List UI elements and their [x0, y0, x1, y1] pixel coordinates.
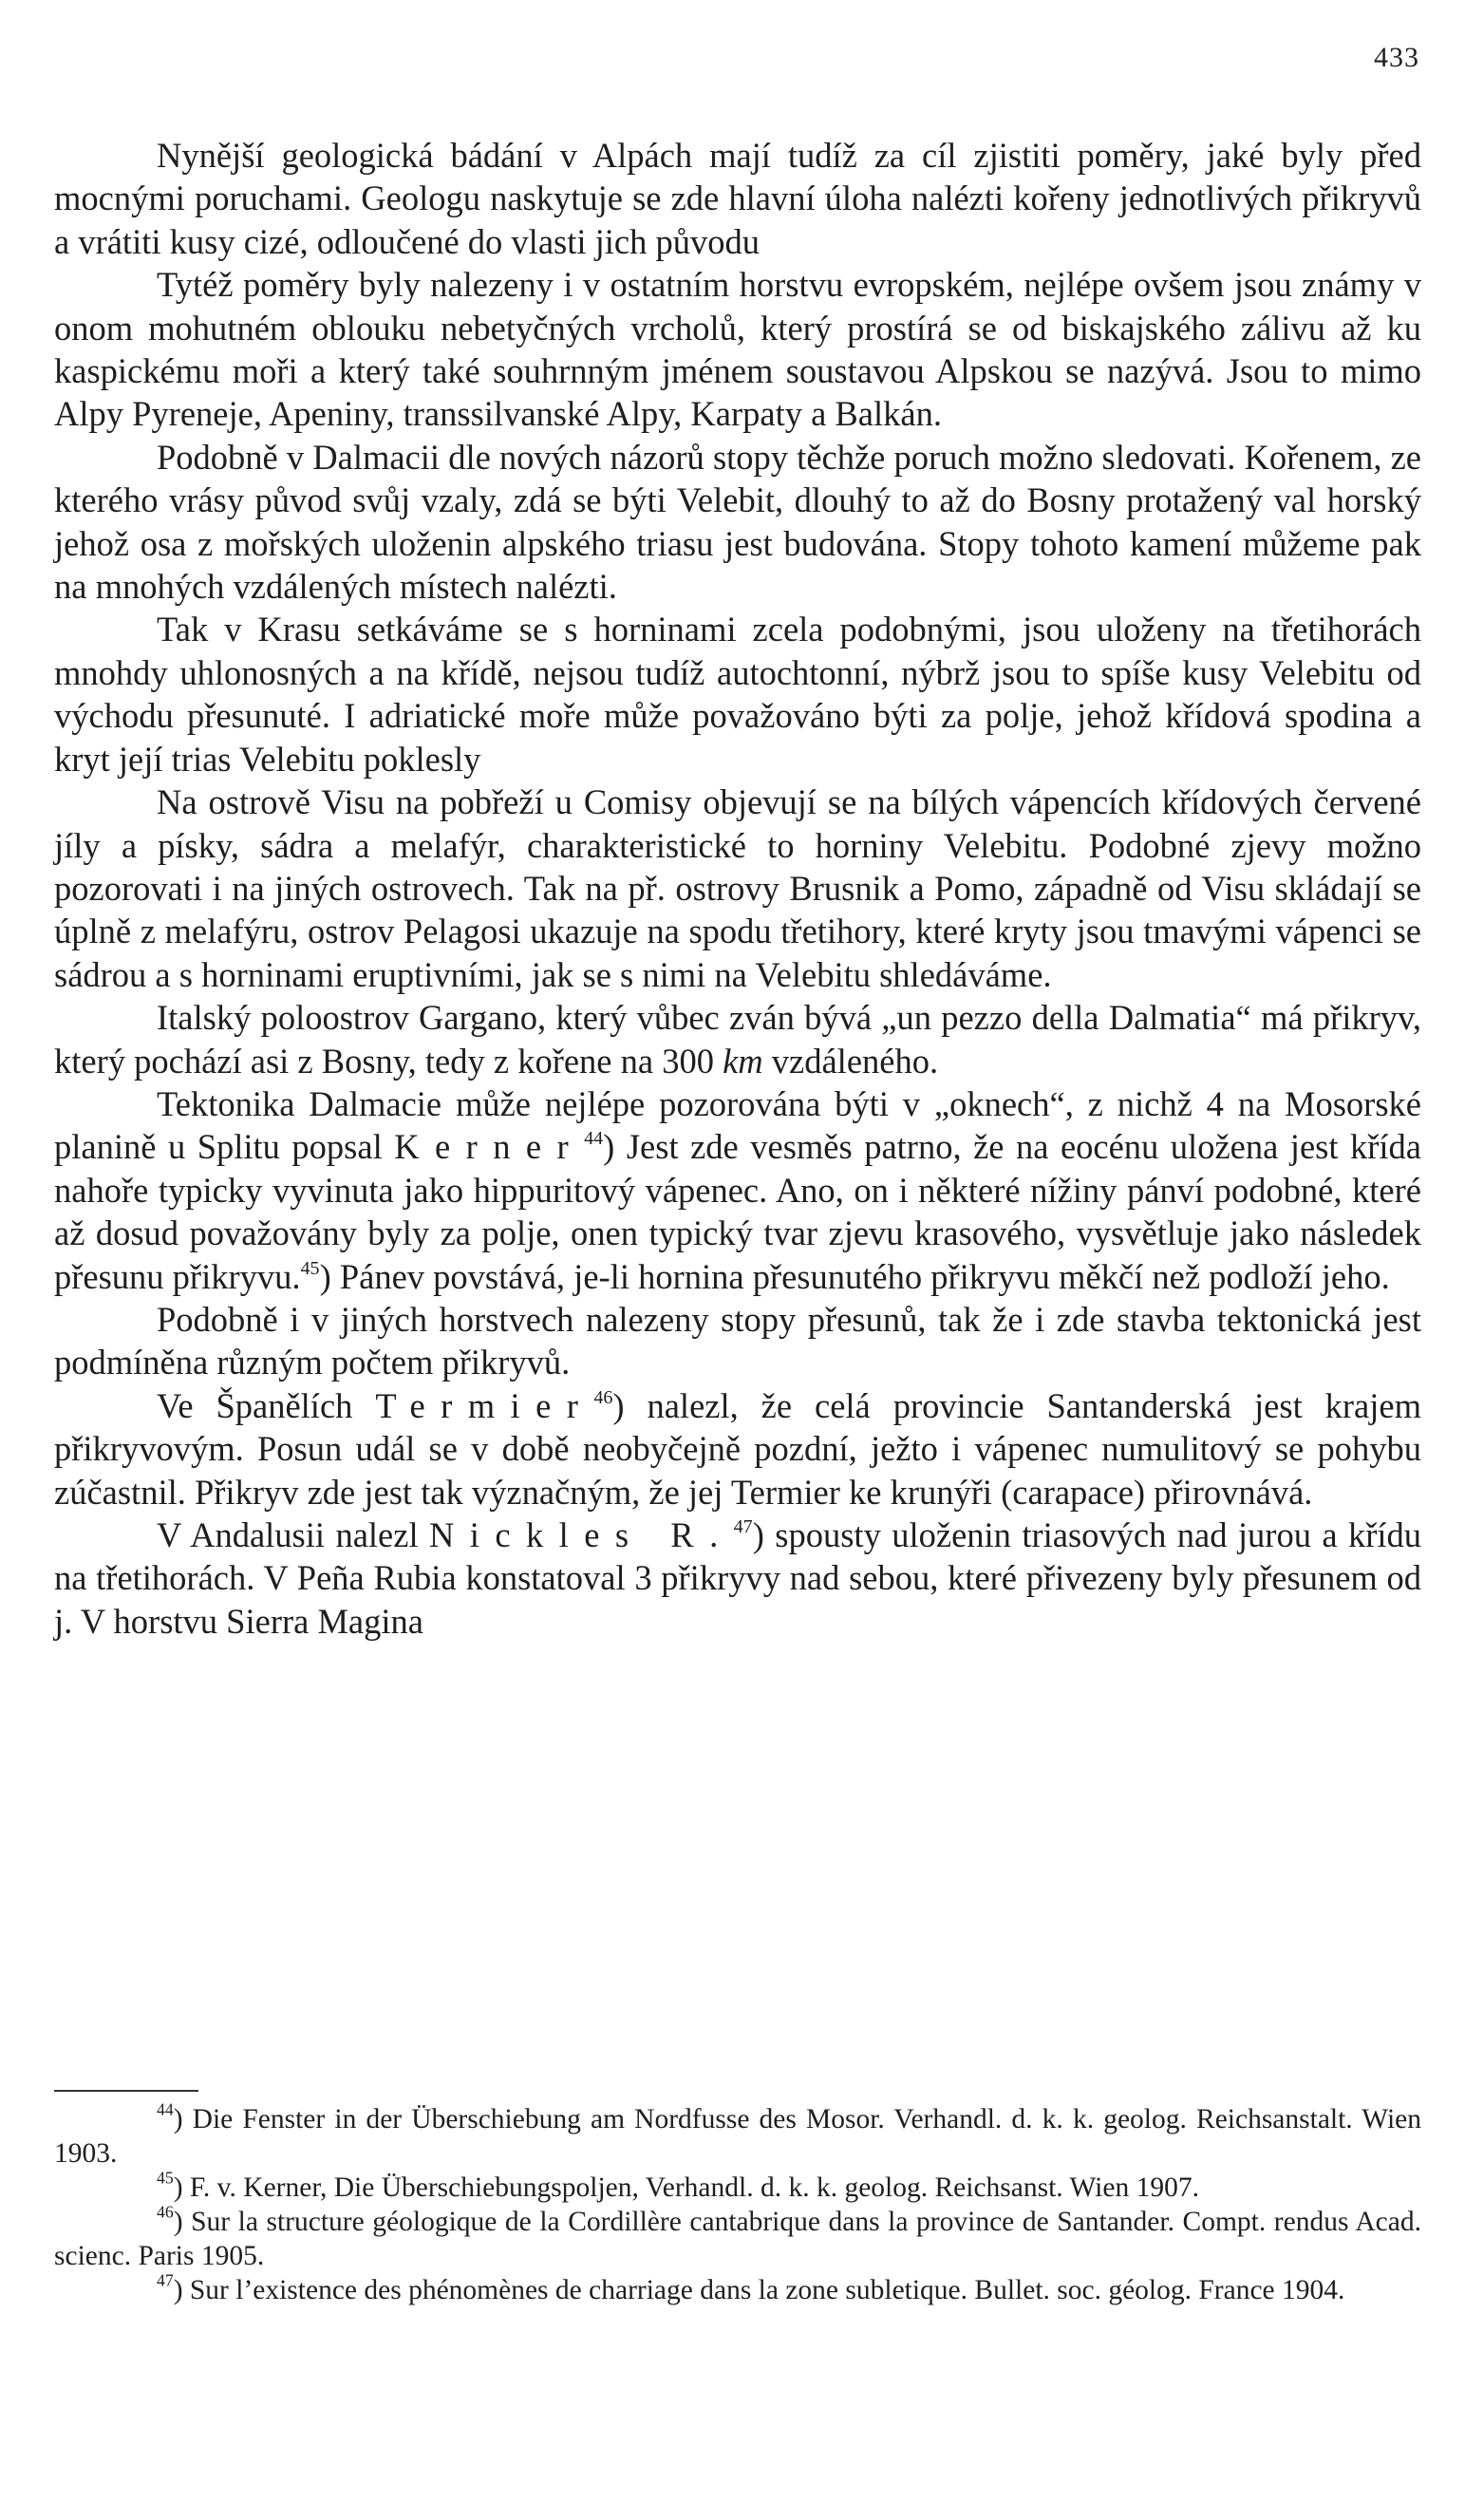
paragraph-3: Podobně v Dalmacii dle nových názorů stopy těchže poruch možno sledovati. Kořenem, ze kterého vrásy původ svůj vzaly, zdá se býti Velebit, dlouhý to až do Bosny protažený val horský jehož osa z mořských uloženin alpského triasu jest budována. Stopy tohoto kamení můžeme pak na mnohých vzdálených místech nalézti. [54, 437, 1421, 607]
footnote-ref-45: 45 [300, 1257, 320, 1279]
paragraph-7-middle: ) Jest zde vesměs patrno, že na eocénu uložena jest křída nahoře typicky vyvinuta jako hippuritový vápenec. Ano, on i některé nížiny pánví podobné, které až dosud považovány byly za polje, onen typický tvar zjevu krasového, vysvětluje jako následek přesunu přikryvu. [54, 1127, 1421, 1296]
footnote-47 [54, 2270, 1421, 2307]
paragraph-4: Tak v Krasu setkáváme se s horninami zcela podobnými, jsou uloženy na třetihorách mnohdy uhlonosných a na křídě, nejsou tudíž autochtonní, nýbrž jsou to spíše kusy Velebitu od východu přesunuté. I adriatické moře může považováno býti za polje, jehož křídová spodina a kryt její trias Velebitu poklesly [54, 610, 1421, 779]
paragraph-9 [54, 1384, 1421, 1514]
paragraph-7 [54, 1082, 1421, 1298]
paragraph-8: Podobně i v jiných horstvech nalezeny stopy přesunů, tak že i zde stavba tektonická jest podmíněna různým počtem přikryvů. [54, 1299, 1421, 1382]
paragraph-2: Tytéž poměry byly nalezeny i v ostatním horstvu evropském, nejlépe ovšem jsou známy v onom mohutném oblouku nebetyčných vrcholů, který prostírá se od biskajského zálivu až ku kaspickému moři a který také souhrnným jménem soustavou Alpskou se nazývá. Jsou to mimo Alpy Pyreneje, Apeniny, transsilvanské Alpy, Karpaty a Balkán. [54, 265, 1421, 434]
paragraph-10 [54, 1514, 1421, 1643]
footnote-ref-47: 47 [733, 1515, 753, 1537]
footnote-number: 47 [157, 2270, 174, 2290]
paragraph-9-text: Ve Španělích [157, 1385, 376, 1425]
footnote-46 [54, 2202, 1421, 2273]
author-name-termier: Termier [375, 1385, 594, 1425]
unit-km: km [723, 1041, 763, 1081]
main-text [54, 134, 1421, 1643]
footnote-number: 45 [157, 2168, 174, 2188]
paragraph-5: Na ostrově Visu na pobřeží u Comisy objevují se na bílých vápencích křídových červené jíly a písky, sádra a melafýr, charakteristické to horniny Velebitu. Podobné zjevy možno pozorovati i na jiných ostrovech. Tak na př. ostrovy Brusnik a Pomo, západně od Visu skládají se úplně z melafýru, ostrov Pelagosi ukazuje na spodu třetihory, které kryty jsou tmavými vápenci se sádrou a s horninami eruptivními, jak se s nimi na Velebitu shledáváme. [54, 782, 1421, 994]
author-name-kerner: Kerner [394, 1127, 585, 1167]
footnote-text: ) F. v. Kerner, Die Überschiebungspoljen, Verhandl. d. k. k. geolog. Reichsanst. Wien 1907. [173, 2172, 1199, 2203]
paragraph-10-end: ) spousty uloženin triasových nad jurou a křídu na třetihorách. V Peña Rubia konstatoval 3 přikryvy nad sebou, které přivezeny byly přesunem od j. V horstvu Sierra Magina [54, 1515, 1422, 1641]
footnote-44 [54, 2099, 1421, 2171]
footnote-number: 46 [157, 2202, 174, 2222]
paragraph-7-end: ) Pánev povstává, je-li hornina přesunutého přikryvu měkčí než podloží jeho. [319, 1256, 1390, 1296]
footnote-number: 44 [157, 2099, 174, 2119]
paragraph-6-end: vzdáleného. [762, 1041, 939, 1081]
paragraph-6-text: Italský poloostrov Gargano, který vůbec zván bývá „un pezzo della Dalmatia“ má přikryv, který pochází asi z Bosny, tedy z kořene na 300 [54, 998, 1421, 1081]
footnote-divider [54, 2090, 198, 2092]
paragraph-1: Nynější geologická bádání v Alpách mají tudíž za cíl zjistiti poměry, jaké byly před mocnými poruchami. Geologu naskytuje se zde hlavní úloha nalézti kořeny jednotlivých přikryvů a vrátiti kusy cizé, odloučené do vlasti jich původu [54, 136, 1421, 261]
page-number: 433 [1374, 42, 1419, 73]
footnote-text: ) Sur la structure géologique de la Cordillère cantabrique dans la province de Santander. Compt. rendus Acad. scienc. Paris 1905. [54, 2207, 1421, 2271]
paragraph-7-text: Tektonika Dalmacie může nejlépe pozorována býti v „oknech“, z nichž 4 na Mosorské planině u Splitu popsal [54, 1083, 1421, 1167]
paragraph-10-text: V Andalusii nalezl [157, 1515, 429, 1554]
footnote-ref-44: 44 [584, 1128, 604, 1150]
footnote-text: ) Die Fenster in der Überschiebung am Nordfusse des Mosor. Verhandl. d. k. k. geolog. Reichsanstalt. Wien 1903. [54, 2104, 1421, 2169]
footnote-ref-46: 46 [593, 1386, 613, 1408]
footnotes [54, 2099, 1421, 2307]
footnote-text: ) Sur l’existence des phénomènes de charriage dans la zone subletique. Bullet. soc. géolog. France 1904. [173, 2275, 1345, 2305]
paragraph-6 [54, 996, 1421, 1082]
paragraph-9-end: ) nalezl, že celá provincie Santanderská jest krajem přikryvovým. Posun udál se v době neobyčejně pozdní, ježto i vápenec numulitový se pohybu zúčastnil. Přikryv zde jest tak význačným, že jej Termier ke krunýři (carapace) přirovnává. [54, 1385, 1421, 1512]
footnote-45 [54, 2168, 1421, 2205]
author-name-nickles: Nickles R. [429, 1515, 734, 1554]
